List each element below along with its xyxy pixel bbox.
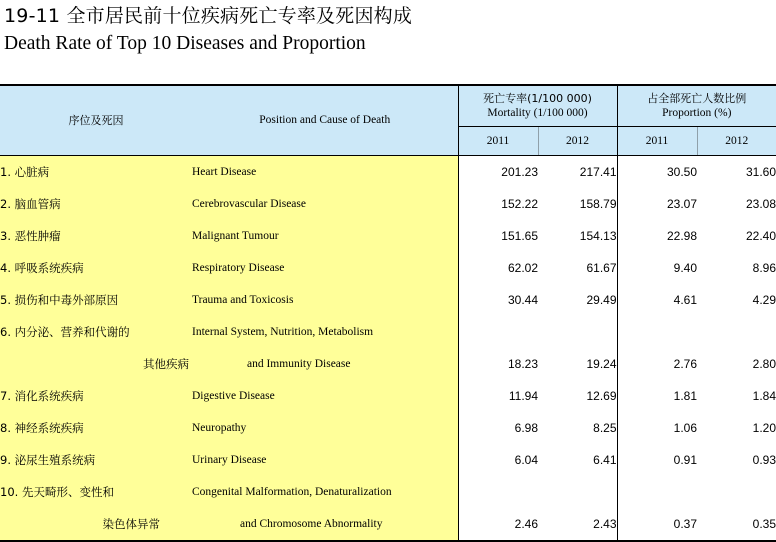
proportion-2012: 1.84 [697, 380, 776, 412]
header-proportion-en: Proportion (%) [618, 106, 776, 121]
header-year-mortality-2011: 2011 [458, 126, 538, 155]
cause-en: Malignant Tumour [192, 220, 458, 252]
mortality-2011: 2.46 [458, 508, 538, 541]
cause-en: Trauma and Toxicosis [192, 284, 458, 316]
cause-en: Urinary Disease [192, 444, 458, 476]
cause-en: and Immunity Disease [192, 348, 458, 380]
mortality-2011: 30.44 [458, 284, 538, 316]
mortality-2011: 18.23 [458, 348, 538, 380]
header-proportion [617, 85, 776, 126]
mortality-2011: 201.23 [458, 155, 538, 188]
header-year-mortality-2012: 2012 [538, 126, 617, 155]
header-position-en: Position and Cause of Death [192, 85, 458, 155]
cause-cn: 8. 神经系统疾病 [0, 412, 192, 444]
mortality-2012: 217.41 [538, 155, 617, 188]
proportion-2012: 22.40 [697, 220, 776, 252]
proportion-2011: 22.98 [617, 220, 697, 252]
proportion-2012: 8.96 [697, 252, 776, 284]
cause-en: Congenital Malformation, Denaturalization [192, 476, 458, 508]
table-row [0, 412, 776, 444]
cause-cn: 染色体异常 [0, 508, 192, 541]
cause-en: Cerebrovascular Disease [192, 188, 458, 220]
proportion-2012: 0.93 [697, 444, 776, 476]
header-mortality-cn: 死亡专率(1/100 000) [459, 91, 617, 106]
proportion-2011: 30.50 [617, 155, 697, 188]
page-title-chinese: 19-11 全市居民前十位疾病死亡专率及死因构成 [4, 3, 412, 29]
mortality-2011 [458, 316, 538, 348]
proportion-2012 [697, 476, 776, 508]
header-mortality-en: Mortality (1/100 000) [459, 106, 617, 121]
proportion-2011: 1.06 [617, 412, 697, 444]
mortality-2012: 29.49 [538, 284, 617, 316]
mortality-2011: 6.04 [458, 444, 538, 476]
proportion-2012: 2.80 [697, 348, 776, 380]
cause-en: Digestive Disease [192, 380, 458, 412]
header-row-top [0, 85, 776, 126]
table-row [0, 155, 776, 188]
proportion-2012 [697, 316, 776, 348]
proportion-2012: 1.20 [697, 412, 776, 444]
mortality-2012: 154.13 [538, 220, 617, 252]
cause-en: Heart Disease [192, 155, 458, 188]
proportion-2012: 0.35 [697, 508, 776, 541]
table-row [0, 380, 776, 412]
table-row [0, 188, 776, 220]
table-row [0, 508, 776, 541]
table-row [0, 284, 776, 316]
table-row [0, 220, 776, 252]
proportion-2011: 4.61 [617, 284, 697, 316]
mortality-2012: 2.43 [538, 508, 617, 541]
cause-cn: 1. 心脏病 [0, 155, 192, 188]
header-position-cn: 序位及死因 [0, 85, 192, 155]
mortality-2011: 62.02 [458, 252, 538, 284]
table-row [0, 316, 776, 348]
header-year-proportion-2012: 2012 [697, 126, 776, 155]
proportion-2011: 23.07 [617, 188, 697, 220]
header-proportion-cn: 占全部死亡人数比例 [618, 91, 776, 106]
table-row [0, 252, 776, 284]
mortality-2011: 11.94 [458, 380, 538, 412]
proportion-2011: 9.40 [617, 252, 697, 284]
mortality-2011: 6.98 [458, 412, 538, 444]
table-row [0, 444, 776, 476]
mortality-2011 [458, 476, 538, 508]
cause-en: Neuropathy [192, 412, 458, 444]
table-row [0, 476, 776, 508]
mortality-2012 [538, 316, 617, 348]
mortality-2012: 61.67 [538, 252, 617, 284]
header-mortality [458, 85, 617, 126]
cause-en: and Chromosome Abnormality [192, 508, 458, 541]
statistics-table [0, 84, 776, 542]
mortality-2012: 8.25 [538, 412, 617, 444]
cause-cn: 其他疾病 [0, 348, 192, 380]
mortality-2012: 19.24 [538, 348, 617, 380]
proportion-2011: 2.76 [617, 348, 697, 380]
cause-cn: 10. 先天畸形、变性和 [0, 476, 192, 508]
cause-cn: 5. 损伤和中毒外部原因 [0, 284, 192, 316]
proportion-2011: 0.37 [617, 508, 697, 541]
cause-cn: 9. 泌尿生殖系统病 [0, 444, 192, 476]
cause-cn: 2. 脑血管病 [0, 188, 192, 220]
cause-cn: 7. 消化系统疾病 [0, 380, 192, 412]
mortality-2012: 12.69 [538, 380, 617, 412]
proportion-2011 [617, 316, 697, 348]
cause-en: Respiratory Disease [192, 252, 458, 284]
proportion-2012: 23.08 [697, 188, 776, 220]
proportion-2012: 31.60 [697, 155, 776, 188]
mortality-2012 [538, 476, 617, 508]
mortality-2012: 158.79 [538, 188, 617, 220]
proportion-2012: 4.29 [697, 284, 776, 316]
table-row [0, 348, 776, 380]
proportion-2011: 0.91 [617, 444, 697, 476]
title-block [4, 3, 412, 57]
mortality-2012: 6.41 [538, 444, 617, 476]
mortality-2011: 151.65 [458, 220, 538, 252]
page-title-english: Death Rate of Top 10 Diseases and Proportion [4, 31, 412, 57]
proportion-2011: 1.81 [617, 380, 697, 412]
cause-en: Internal System, Nutrition, Metabolism [192, 316, 458, 348]
cause-cn: 4. 呼吸系统疾病 [0, 252, 192, 284]
cause-cn: 6. 内分泌、营养和代谢的 [0, 316, 192, 348]
proportion-2011 [617, 476, 697, 508]
cause-cn: 3. 恶性肿瘤 [0, 220, 192, 252]
mortality-2011: 152.22 [458, 188, 538, 220]
header-year-proportion-2011: 2011 [617, 126, 697, 155]
